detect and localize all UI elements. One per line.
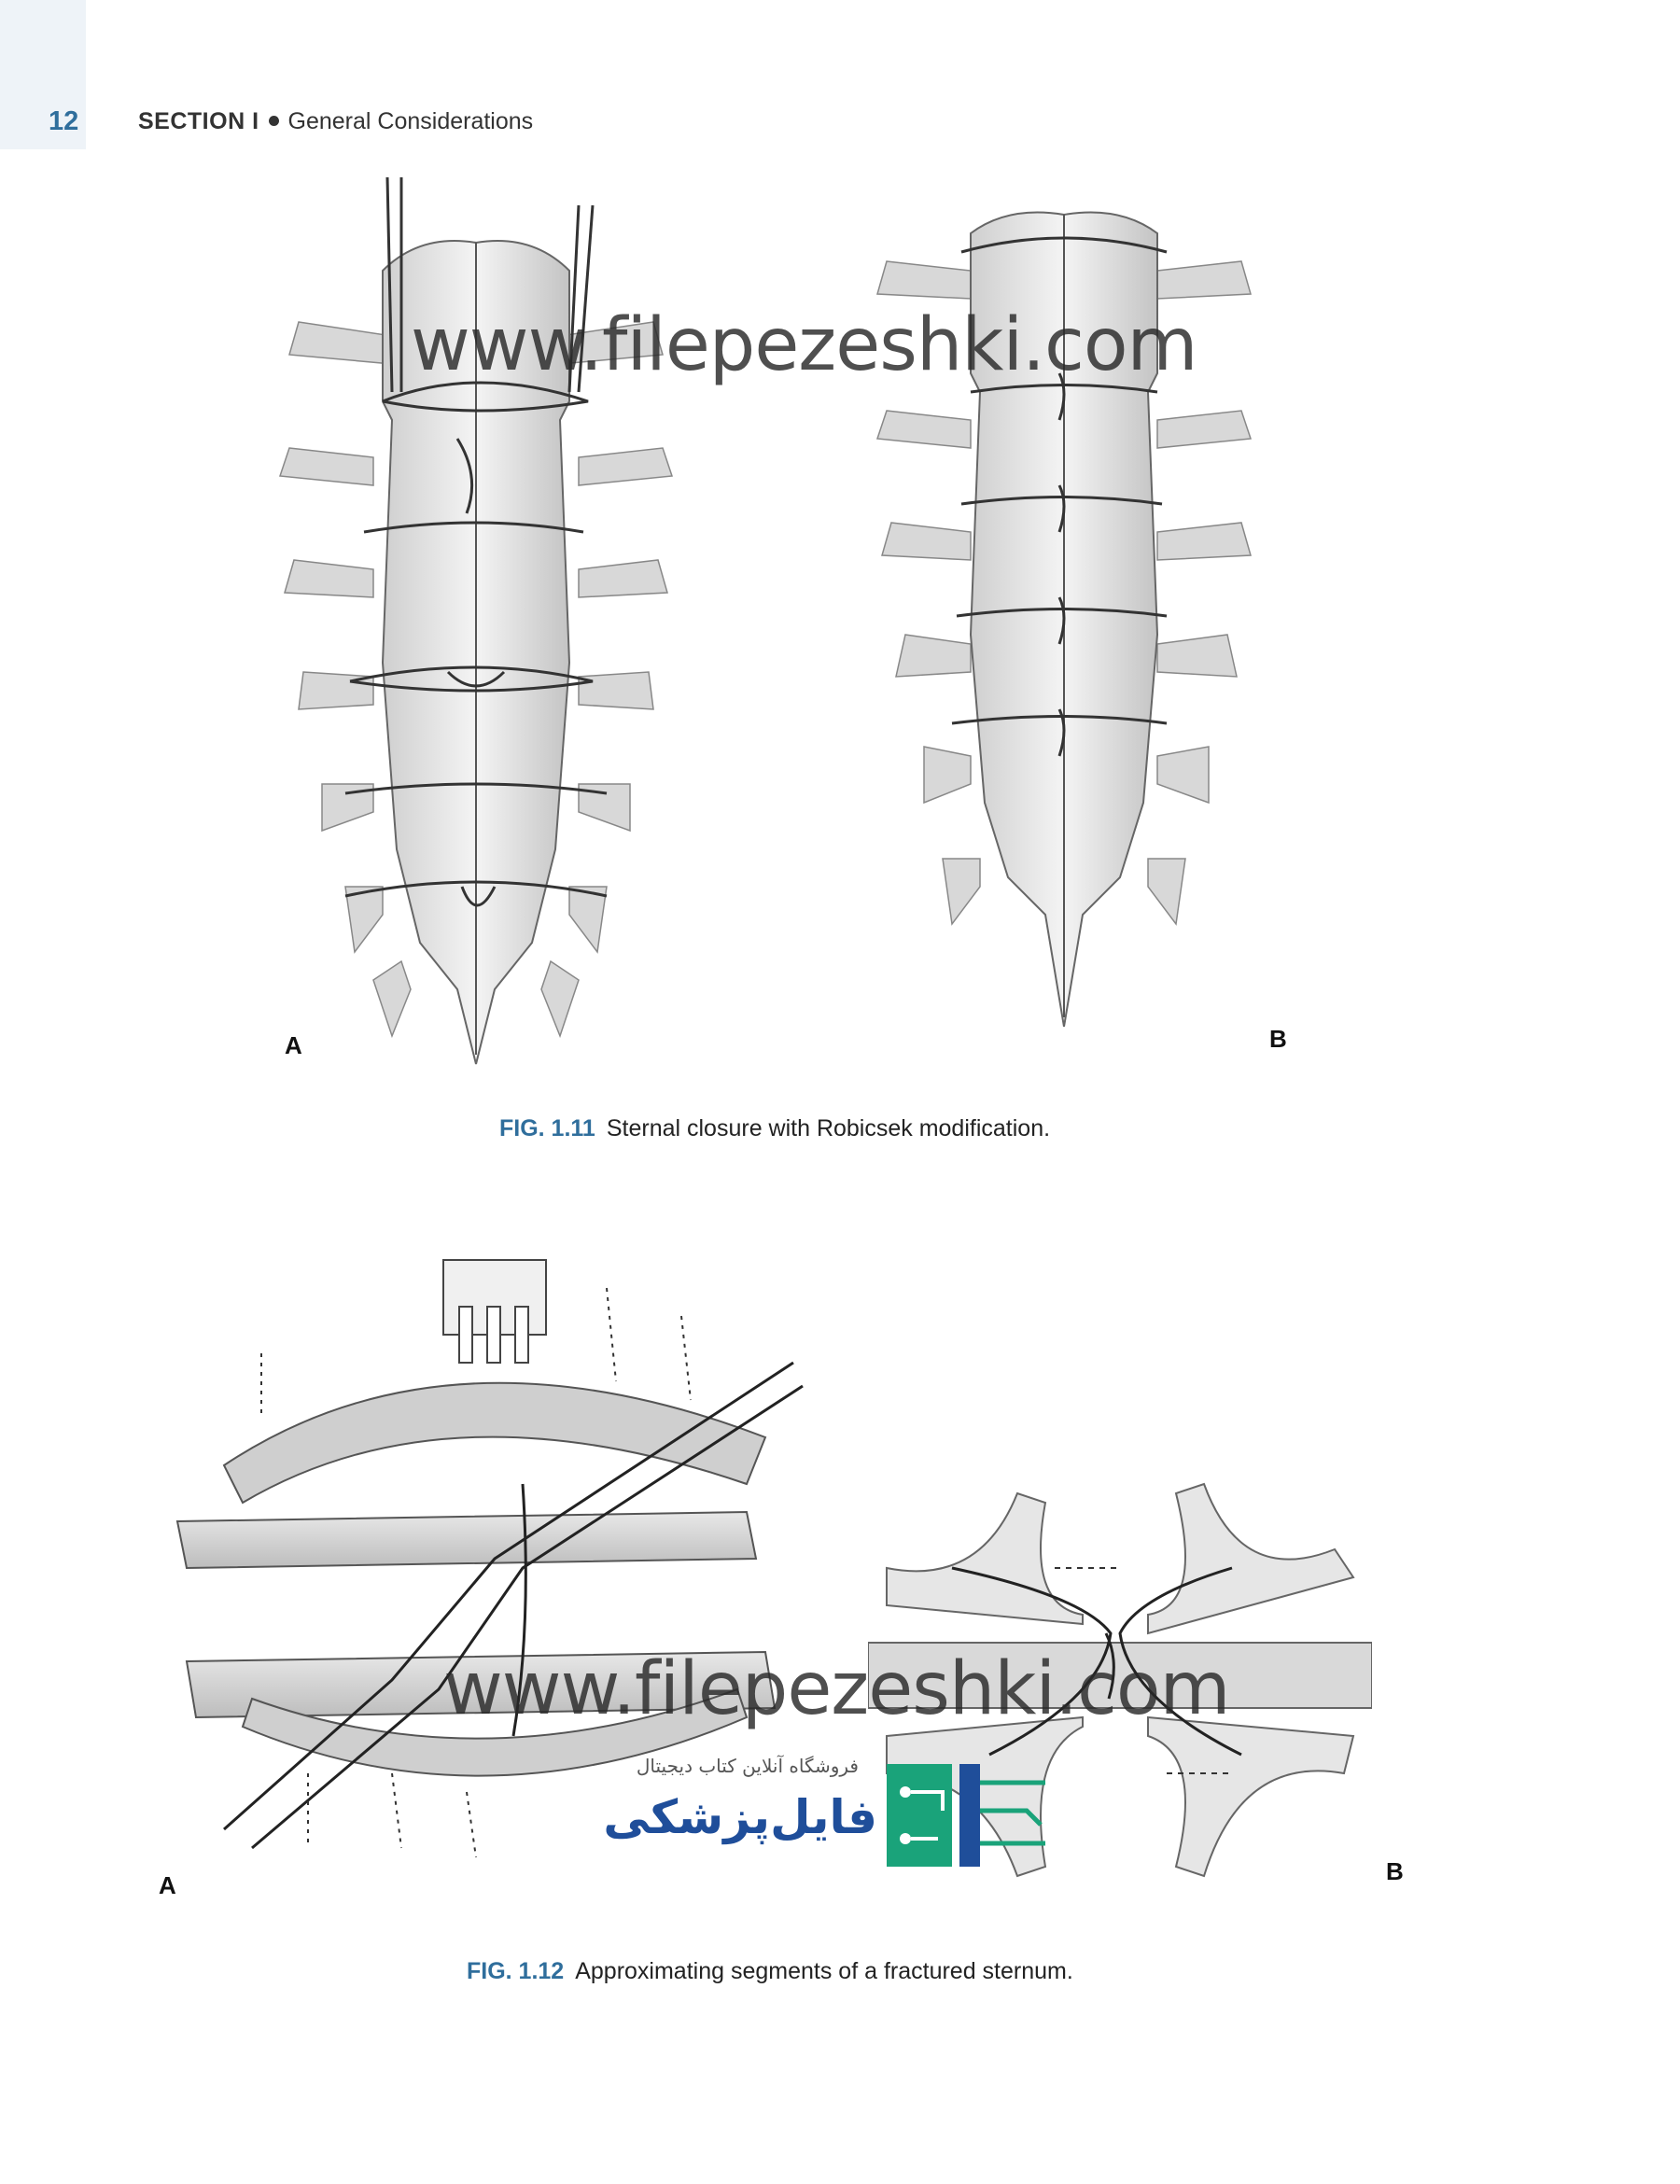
bullet-dot <box>269 116 279 126</box>
page-number: 12 <box>49 106 79 136</box>
fig-1-12-panel-b-label: B <box>1386 1857 1404 1885</box>
logo-name: فایل‌پزشکی <box>603 1790 877 1844</box>
fig-1-11-number: FIG. 1.11 <box>499 1115 595 1141</box>
fig-1-12-caption-text: Approximating segments of a fractured sternum. <box>575 1958 1073 1984</box>
section-title: General Considerations <box>287 108 534 134</box>
logo-tagline: فروشگاه آنلاین کتاب دیجیتال <box>636 1755 859 1777</box>
logo <box>579 1755 1064 1876</box>
fig-1-11-caption <box>499 1115 1050 1142</box>
section-label: SECTION I <box>138 108 259 134</box>
fig-1-12-caption <box>467 1958 1073 1985</box>
watermark-url-bottom: www.filepezeshki.com <box>443 1647 1230 1731</box>
logo-mark-icon <box>887 1755 1064 1876</box>
running-head <box>138 108 533 135</box>
fig-1-11-panel-b-label: B <box>1269 1025 1287 1053</box>
fig-1-11-panel-a-label: A <box>285 1031 302 1059</box>
fig-1-11-caption-text: Sternal closure with Robicsek modification. <box>606 1115 1051 1141</box>
fig-1-12-panel-a-label: A <box>159 1871 176 1899</box>
fig-1-12-number: FIG. 1.12 <box>467 1958 565 1984</box>
watermark-url-top: www.filepezeshki.com <box>411 303 1197 387</box>
